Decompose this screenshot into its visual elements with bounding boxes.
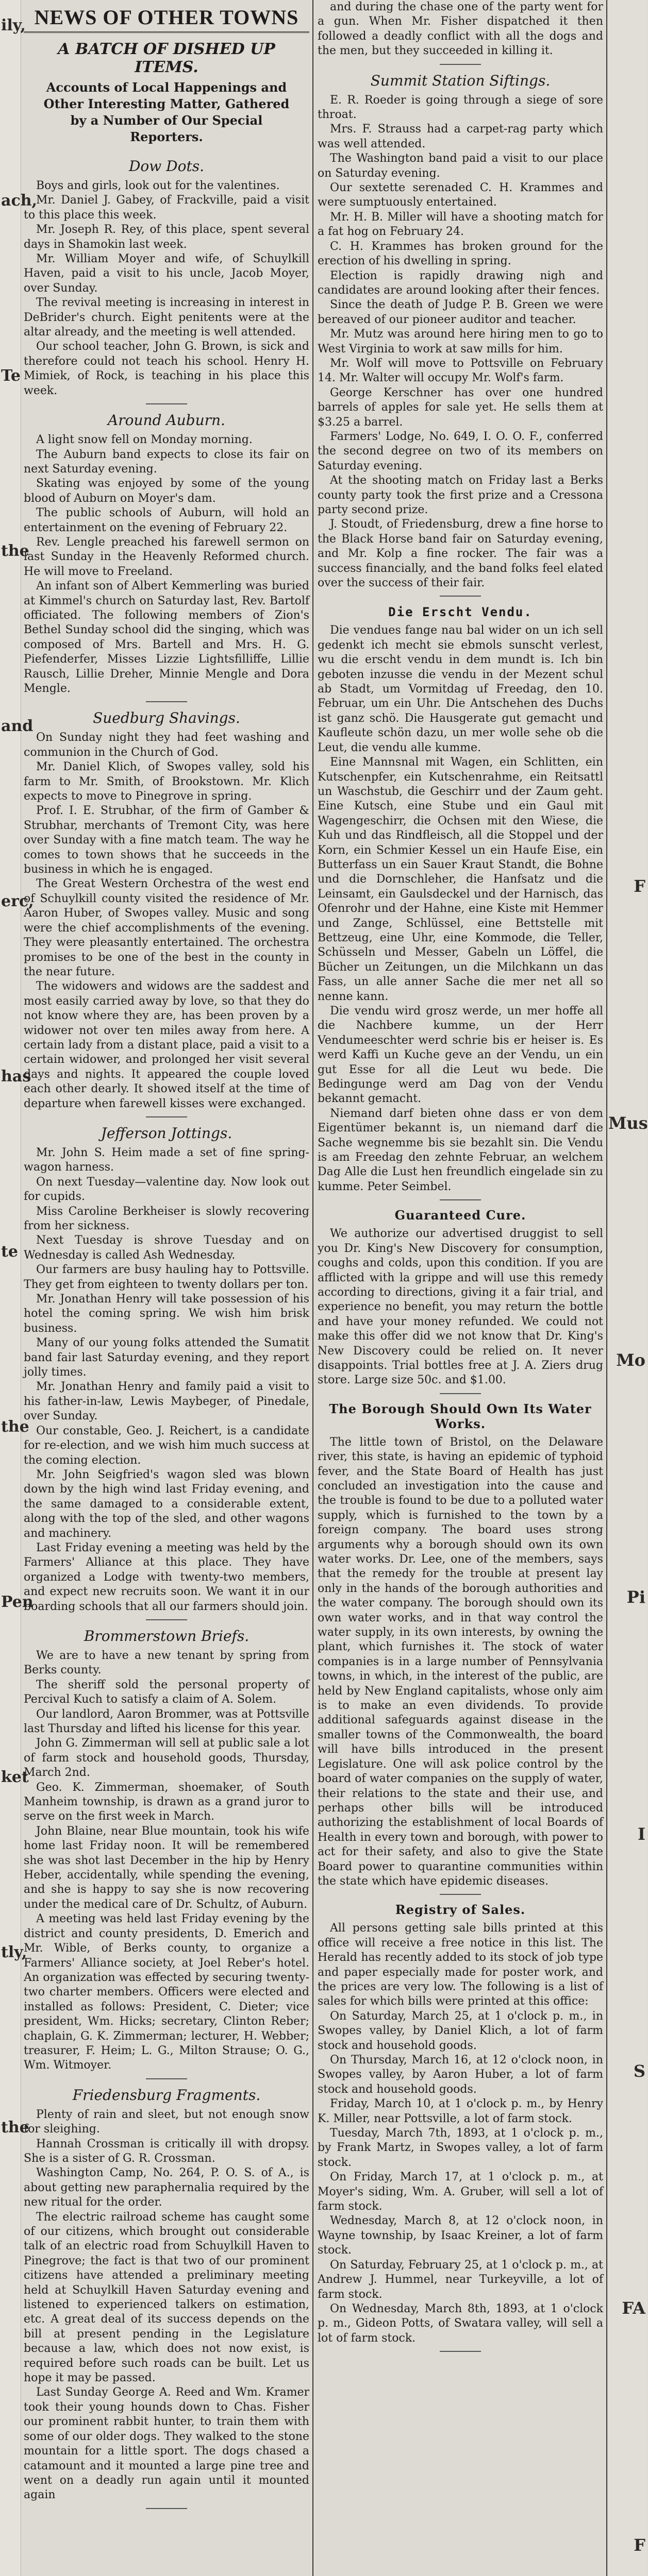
left-margin-fragment: erc, bbox=[1, 892, 34, 910]
paragraph: Miss Caroline Berkheiser is slowly recovering from her sickness. bbox=[24, 1205, 309, 1232]
paragraph: The widowers and widows are the saddest and most easily carried away by love, so that they do not know where they are, has been proven by a widower not over ten miles away from here. A certain lady from a distant place, paid a visit to a certain widower, and prolonged her visit several days and nights. It appeared the couple loved each other dearly. It showed itself at the time of departure when farewell kisses were exchanged. bbox=[24, 980, 309, 1110]
paragraph: Election is rapidly drawing nigh and candidates are around looking after their fences. bbox=[318, 269, 603, 297]
left-margin-fragment: ach, bbox=[1, 192, 37, 210]
paragraph: Mr. John Seigfried's wagon sled was blown down by the high wind last Friday evening, and the same damaged to a considerable extent, along with the top of the sled, and other wagons and machinery. bbox=[24, 1468, 309, 1540]
paragraph: Niemand darf bieten ohne dass er von dem Eigentümer bekannt is, un niemand darf die Sache wegnemme bis sie bezahlt sin. Die Vendu is am Freedag den zehnte Februar, an welchem Dag Alle die Lust hen freundlich eingelade sin zu kumme. Peter Seimbel. bbox=[318, 1107, 603, 1193]
section-continued bbox=[318, 0, 603, 65]
right-margin-fragment: F bbox=[634, 876, 645, 896]
paragraph: E. R. Roeder is going through a siege of sore throat. bbox=[318, 93, 603, 122]
paragraph: The little town of Bristol, on the Delaware river, this state, is having an epidemic of typhoid fever, and the State Board of Health has just concluded an investigation into the cause and the trouble is found to be due to a polluted water supply, which is furnished to the town by a foreign company. The board uses strong arguments why a borough should own its own water works. Dr. Lee, one of the members, says that the remedy for the trouble at present lay only in the hands of the borough authorities and the water company. The borough should own its own water works, and in that way control the water supply, in its own interests, by owning the plant, which furnishes it. The stock of water companies is in a large number of Pennsylvania towns, in which, in the interest of the public, are held by New England capitalists, whose only aim is to make an even dividends. To provide additional safeguards against disease in the smaller towns of the Commonwealth, the board will have bills introduced in the present Legislature. One will ask police control by the board of water companies on the supply of water, their relations to the state and their use, and perhaps other bills will be introduced authorizing the establishment of local Boards of Health in every town and borough, with power to act for their safety, and also to give the State Board power to quarantine communities within the state which have epidemic diseases. bbox=[318, 1435, 603, 1888]
section-divider bbox=[440, 2351, 481, 2352]
column-a-sections bbox=[24, 158, 309, 2509]
section-dow-dots bbox=[24, 158, 309, 404]
page-masthead: NEWS OF OTHER TOWNS bbox=[24, 0, 309, 33]
section-divider bbox=[146, 1619, 187, 1620]
section-divider bbox=[440, 64, 481, 65]
paragraph: Mr. Daniel J. Gabey, of Frackville, paid a visit to this place this week. bbox=[24, 194, 309, 222]
left-margin-fragment: te bbox=[1, 1243, 18, 1261]
left-margin-fragment: Pen bbox=[1, 1593, 34, 1611]
paragraph: Skating was enjoyed by some of the young blood of Auburn on Moyer's dam. bbox=[24, 477, 309, 505]
paragraph: On Friday, March 17, at 1 o'clock p. m., at Moyer's siding, Wm. A. Gruber, will sell a lot of farm stock. bbox=[318, 2171, 603, 2213]
paragraph: The Auburn band expects to close its fair on next Saturday evening. bbox=[24, 448, 309, 476]
paragraph: On Saturday, March 25, at 1 o'clock p. m., in Swopes valley, by Daniel Klich, a lot of farm stock and household goods. bbox=[318, 2009, 603, 2052]
section-summit-station-siftings bbox=[318, 72, 603, 597]
paragraph: Many of our young folks attended the Sumatit band fair last Saturday evening, and they report jolly times. bbox=[24, 1336, 309, 1379]
paragraph: The revival meeting is increasing in interest in DeBrider's church. Eight penitents were at the altar already, and the meeting is well attended. bbox=[24, 296, 309, 339]
section-title: The Borough Should Own Its Water Works. bbox=[329, 1401, 592, 1431]
left-margin-fragment: Te bbox=[1, 367, 21, 385]
paragraph: Eine Mannsnal mit Wagen, ein Schlitten, ein Kutschenpfer, ein Kutschenrahme, ein Reitsattl un Waschstub, die Geschirr und der Zaum geht. Eine Kutsch, eine Stube und ein Gaul mit Wagengeschirr, die Ochsen mit den Wiese, die Kuh und das Rindfleisch, all die Stoppel und der Korn, ein Schmier Kessel un ein Haufe Eise, ein Butterfass un ein Sauer Kraut Standt, die Bohne und die Dornschleher, die Hanfsatz und die Leinsamt, ein Gaulsdeckel und der Harnisch, das Ofenrohr und der Hahne, eine Kiste mit Hemmer und Zange, Schlüssel, eine Bettstelle mit Bettzeug, eine Uhr, eine Kommode, die Teller, Schüsseln und Messer, Gabeln un Löffel, die Bücher un Zeitungen, un die Milchkann un das Fass, un alle anner Sache die mer net all so nenne kann. bbox=[318, 756, 603, 1003]
left-margin-fragment: and bbox=[1, 717, 34, 735]
paragraph: Rev. Lengle preached his farewell sermon on last Sunday in the Heavenly Reformed church. He will move to Freeland. bbox=[24, 535, 309, 578]
section-title: Around Auburn. bbox=[108, 412, 225, 429]
paragraph: Our school teacher, John G. Brown, is sick and therefore could not teach his school. Henry H. Mimiek, of Rock, is teaching in his place this week. bbox=[24, 340, 309, 397]
section-die-erscht-vendu bbox=[318, 605, 603, 1200]
paragraph: Mr. Mutz was around here hiring men to go to West Virginia to work at saw mills for him. bbox=[318, 328, 603, 355]
section-brommerstown-briefs bbox=[24, 1628, 309, 2079]
paragraph: We are to have a new tenant by spring from Berks county. bbox=[24, 1649, 309, 1677]
section-divider bbox=[146, 1116, 187, 1117]
right-margin-fragment: F bbox=[634, 2535, 645, 2555]
section-suedburg-shavings bbox=[24, 709, 309, 1117]
section-title: Summit Station Siftings. bbox=[370, 72, 551, 89]
paragraph: All persons getting sale bills printed at this office will receive a free notice in this list. The Herald has recently added to its stock of job type and paper especially made for poster work, and the prices are very low. The following is a list of sales for which bills were printed at this office: bbox=[318, 1922, 603, 2008]
paragraph: On Wednesday, March 8th, 1893, at 1 o'clock p. m., Gideon Potts, of Swatara valley, will sell a lot of farm stock. bbox=[318, 2302, 603, 2345]
section-title: Friedensburg Fragments. bbox=[72, 2086, 261, 2104]
section-friedensburg-fragments bbox=[24, 2087, 309, 2509]
right-margin-fragment: Mus bbox=[608, 1113, 648, 1133]
section-around-auburn bbox=[24, 412, 309, 702]
paragraph: Last Sunday George A. Reed and Wm. Kramer took their young hounds down to Chas. Fisher our prominent rabbit hunter, to train them with some of our older dogs. They walked to the stone mountain for a little sport. The dogs chased a catamount and it mounted a large pine tree and went on a deadly run again until it mounted again bbox=[24, 2386, 309, 2502]
paragraph: Die vendues fange nau bal wider on un ich sell gedenkt ich mecht sie ebmols sunscht verlest, wu die erscht vendu in dem mundt is. Ich bin geboten inzusse die vendu in der Mezent schul ab Stadt, um Vormitdag uf Freedag, den 10. Februar, um ein Uhr. Die Antschehen des Duchs ist ganz schö. Die Hausgerate gut gemacht und Kaufleute schön dazu, un mer wolle sehe ob die Leut, die vendu alle kumme. bbox=[318, 624, 603, 754]
section-title: Dow Dots. bbox=[128, 158, 204, 175]
left-margin-strip bbox=[0, 0, 37, 2576]
column-continued bbox=[318, 0, 603, 2357]
paragraph: The Washington band paid a visit to our place on Saturday evening. bbox=[318, 152, 603, 180]
section-divider bbox=[440, 596, 481, 597]
section-divider bbox=[440, 1894, 481, 1895]
paragraph: Boys and girls, look out for the valentines. bbox=[36, 179, 280, 192]
section-divider bbox=[146, 2508, 187, 2509]
paragraph: On Saturday, February 25, at 1 o'clock p. m., at Andrew J. Hummel, near Turkeyville, a lot of farm stock. bbox=[318, 2258, 603, 2301]
paragraph: John G. Zimmerman will sell at public sale a lot of farm stock and household goods, Thursday, March 2nd. bbox=[24, 1737, 309, 1780]
paragraph: Geo. K. Zimmerman, shoemaker, of South Manheim township, is drawn as a grand juror to serve on the first week in March. bbox=[24, 1781, 309, 1823]
left-margin-fragment: the bbox=[1, 2119, 29, 2137]
section-title: Suedburg Shavings. bbox=[93, 709, 240, 727]
section-the-borough-should-own-its-water-works bbox=[318, 1401, 603, 1895]
paragraph: Mr. John S. Heim made a set of fine spring-wagon harness. bbox=[24, 1146, 309, 1174]
paragraph: At the shooting match on Friday last a Berks county party took the first prize and a Cressona party second prize. bbox=[318, 474, 603, 516]
paragraph: Tuesday, March 7th, 1893, at 1 o'clock p. m., by Frank Martz, in Swopes valley, a lot of farm stock. bbox=[318, 2127, 603, 2169]
paragraph: Plenty of rain and sleet, but not enough snow for sleighing. bbox=[24, 2108, 309, 2136]
paragraph: Prof. I. E. Strubhar, of the firm of Gamber & Strubhar, merchants of Tremont City, was here over Sunday with a fine match team. The way he comes to town shows that he succeeds in the business in which he is engaged. bbox=[24, 804, 309, 876]
paragraph: Farmers' Lodge, No. 649, I. O. O. F., conferred the second degree on two of its members on Saturday evening. bbox=[318, 430, 603, 472]
right-margin-fragment: Mo bbox=[616, 1350, 645, 1370]
paragraph: A light snow fell on Monday morning. bbox=[36, 433, 253, 447]
section-title: Jefferson Jottings. bbox=[101, 1124, 232, 1142]
section-title: Guaranteed Cure. bbox=[394, 1208, 526, 1223]
paragraph: George Kerschner has over one hundred barrels of apples for sale yet. He sells them at $3.25 a barrel. bbox=[318, 386, 603, 429]
paragraph: The sheriff sold the personal property of Percival Kuch to satisfy a claim of A. Solem. bbox=[24, 1678, 309, 1706]
paragraph: Mr. Daniel Klich, of Swopes valley, sold his farm to Mr. Smith, of Brookstown. Mr. Klich expects to move to Pinegrove in spring. bbox=[24, 760, 309, 803]
section-title: Brommerstown Briefs. bbox=[84, 1627, 250, 1645]
section-divider bbox=[440, 1199, 481, 1200]
section-divider bbox=[440, 1393, 481, 1394]
paragraph: Wednesday, March 8, at 12 o'clock noon, in Wayne township, by Isaac Kreiner, a lot of farm stock. bbox=[318, 2214, 603, 2257]
paragraph: Mr. William Moyer and wife, of Schuylkill Haven, paid a visit to his uncle, Jacob Moyer, over Sunday. bbox=[24, 252, 309, 295]
paragraph: Mrs. F. Strauss had a carpet-rag party which was well attended. bbox=[318, 123, 603, 150]
right-margin-fragment: Pi bbox=[626, 1587, 645, 1607]
column-rule-right bbox=[606, 0, 607, 2576]
paragraph: Hannah Crossman is critically ill with dropsy. She is a sister of G. R. Crossman. bbox=[24, 2137, 309, 2165]
paragraph: J. Stoudt, of Friedensburg, drew a fine horse to the Black Horse band fair on Saturday evening, and Mr. Kolp a fine rocker. The fair was a success financially, and the band folks feel elated over the success of their fair. bbox=[318, 518, 603, 590]
paragraph: Washington Camp, No. 264, P. O. S. of A., is about getting new paraphernalia required by the new ritual for the order. bbox=[24, 2166, 309, 2209]
paragraph: The public schools of Auburn, will hold an entertainment on the evening of February 22. bbox=[24, 506, 309, 534]
section-divider bbox=[146, 2078, 187, 2079]
paragraph: and during the chase one of the party went for a gun. When Mr. Fisher dispatched it then followed a deadly conflict with all the dogs and the men, but they succeeded in killing it. bbox=[318, 1, 603, 58]
paragraph: Since the death of Judge P. B. Green we were bereaved of our pioneer auditor and teacher. bbox=[318, 298, 603, 326]
paragraph: Friday, March 10, at 1 o'clock p. m., by Henry K. Miller, near Pottsville, a lot of farm stock. bbox=[318, 2097, 603, 2125]
paragraph: The electric railroad scheme has caught some of our citizens, which brought out considerable talk of an electric road from Schuylkill Haven to Pinegrove; the fact is that two of our prominent citizens have attended a preliminary meeting held at Schuylkill Haven Saturday evening and listened to experienced talkers on estimation, etc. A great deal of its success depends on the bill at present pending in the Legislature because a law, which does not now exist, is required before such roads can be built. Let us hope it may be passed. bbox=[24, 2210, 309, 2385]
paragraph: On Thursday, March 16, at 12 o'clock noon, in Swopes valley, by Aaron Huber, a lot of farm stock and household goods. bbox=[318, 2054, 603, 2096]
left-margin-fragment: ket bbox=[1, 1768, 29, 1786]
right-margin-fragment: I bbox=[638, 1824, 645, 1844]
paragraph: Next Tuesday is shrove Tuesday and on Wednesday is called Ash Wednesday. bbox=[24, 1234, 309, 1262]
section-title: Registry of Sales. bbox=[395, 1902, 526, 1918]
paragraph: A meeting was held last Friday evening by the district and county presidents, D. Emerich and Mr. Wible, of Berks county, to organize a Farmers' Alliance society, at Joel Reber's hotel. An organization was effected by securing twenty-two charter members. Officers were elected and installed as follows: President, C. Dieter; vice president, Wm. Hicks; secretary, Clinton Reber; chaplain, G. K. Zimmerman; lecturer, H. Webber; treasurer, F. Heim; L. G., Milton Strause; O. G., Wm. Witmoyer. bbox=[24, 1912, 309, 2072]
left-margin-fragment: ily, bbox=[1, 16, 26, 35]
right-margin-fragment: S bbox=[633, 2061, 645, 2081]
paragraph: We authorize our advertised druggist to sell you Dr. King's New Discovery for consumption, coughs and colds, upon this condition. If you are afflicted with la grippe and will use this remedy according to directions, giving it a fair trial, and experience no benefit, you may return the bottle and have your money refunded. We could not make this offer did we not know that Dr. King's New Discovery could be relied on. It never disappoints. Trial bottles free at J. A. Ziers drug store. Large size 50c. and $1.00. bbox=[318, 1227, 603, 1387]
column-rule bbox=[312, 0, 313, 2576]
paragraph: Mr. Wolf will move to Pottsville on February 14. Mr. Walter will occupy Mr. Wolf's farm. bbox=[318, 357, 603, 385]
paragraph: Our sextette serenaded C. H. Krammes and were sumptuously entertained. bbox=[318, 181, 603, 209]
paragraph: Our landlord, Aaron Brommer, was at Pottsville last Thursday and lifted his license for this year. bbox=[24, 1707, 309, 1735]
paragraph: The Great Western Orchestra of the west end of Schuylkill county visited the residence of Mr. Aaron Huber, of Swopes valley. Music and song were the chief accomplishments of the evening. They were pleasantly entertained. The orchestra promises to be one of the best in the county in the near future. bbox=[24, 877, 309, 978]
right-margin-strip bbox=[608, 0, 647, 2576]
paragraph: Our farmers are busy hauling hay to Pottsville. They get from eighteen to twenty dollars per ton. bbox=[24, 1263, 309, 1291]
column-news-of-other-towns bbox=[24, 0, 309, 2514]
paragraph: Mr. Joseph R. Rey, of this place, spent several days in Shamokin last week. bbox=[24, 223, 309, 251]
section-divider bbox=[146, 403, 187, 404]
left-margin-fragment: the bbox=[1, 1418, 29, 1436]
paragraph: Our constable, Geo. J. Reichert, is a candidate for re-election, and we wish him much success at the coming election. bbox=[24, 1424, 309, 1467]
section-guaranteed-cure bbox=[318, 1208, 603, 1394]
paragraph: On next Tuesday—valentine day. Now look out for cupids. bbox=[24, 1175, 309, 1204]
paragraph: John Blaine, near Blue mountain, took his wife home last Friday noon. It will be remembered she was shot last December in the hip by Henry Heber, accidentally, while spending the evening, and she is happy to say she is now recovering under the medical care of Dr. Schultz, of Auburn. bbox=[24, 1824, 309, 1911]
paragraph: Mr. Jonathan Henry will take possession of his hotel the coming spring. We wish him brisk business. bbox=[24, 1293, 309, 1335]
column-b-sections bbox=[318, 0, 603, 2352]
paragraph: Die vendu wird grosz werde, un mer hoffe all die Nachbere kumme, un der Herr Vendumeeschter werd schrie bis er heiser is. Es werd Kaffi un Kuche geve an der Vendu, un ein gut Esse for all die Leut wu bede. Die Bedingunge werd am Dag von der Vendu bekannt gemacht. bbox=[318, 1005, 603, 1106]
section-registry-of-sales bbox=[318, 1902, 603, 2352]
headline: A BATCH OF DISHED UP ITEMS. bbox=[58, 40, 275, 76]
paragraph: An infant son of Albert Kemmerling was buried at Kimmel's church on Saturday last, Rev. Bartolf officiated. The following members of Zion's Bethel Sunday school did the singing, which was composed of Mrs. Bartell and Mrs. H. G. Piefenderfer, Misses Lizzie Lightsfilliffe, Lillie Rausch, Lillie Dreher, Minnie Mengle and Dora Mengle. bbox=[24, 580, 309, 695]
paragraph: Mr. Jonathan Henry and family paid a visit to his father-in-law, Lewis Maybeger, of Pinedale, over Sunday. bbox=[24, 1380, 309, 1423]
paragraph: Mr. H. B. Miller will have a shooting match for a fat hog on February 24. bbox=[318, 210, 603, 239]
right-margin-fragment: FA bbox=[622, 2298, 645, 2318]
left-margin-fragment: the bbox=[1, 542, 29, 560]
section-title: Die Erscht Vendu. bbox=[388, 605, 533, 620]
headline-deck: Accounts of Local Happenings and Other Interesting Matter, Gathered by a Number of Our Special Reporters. bbox=[43, 80, 290, 144]
paragraph: C. H. Krammes has broken ground for the erection of his dwelling in spring. bbox=[318, 240, 603, 268]
left-margin-fragment: tly, bbox=[1, 1943, 27, 1961]
paragraph: On Sunday night they had feet washing and communion in the Church of God. bbox=[24, 731, 309, 759]
left-margin-fragment: has bbox=[1, 1067, 31, 1086]
section-divider bbox=[146, 701, 187, 702]
paragraph: Last Friday evening a meeting was held by the Farmers' Alliance at this place. They have organized a Lodge with twenty-two members, and expect new recruits soon. We want it in our boarding schools that all our farmers should join. bbox=[24, 1541, 309, 1613]
section-jefferson-jottings bbox=[24, 1125, 309, 1620]
